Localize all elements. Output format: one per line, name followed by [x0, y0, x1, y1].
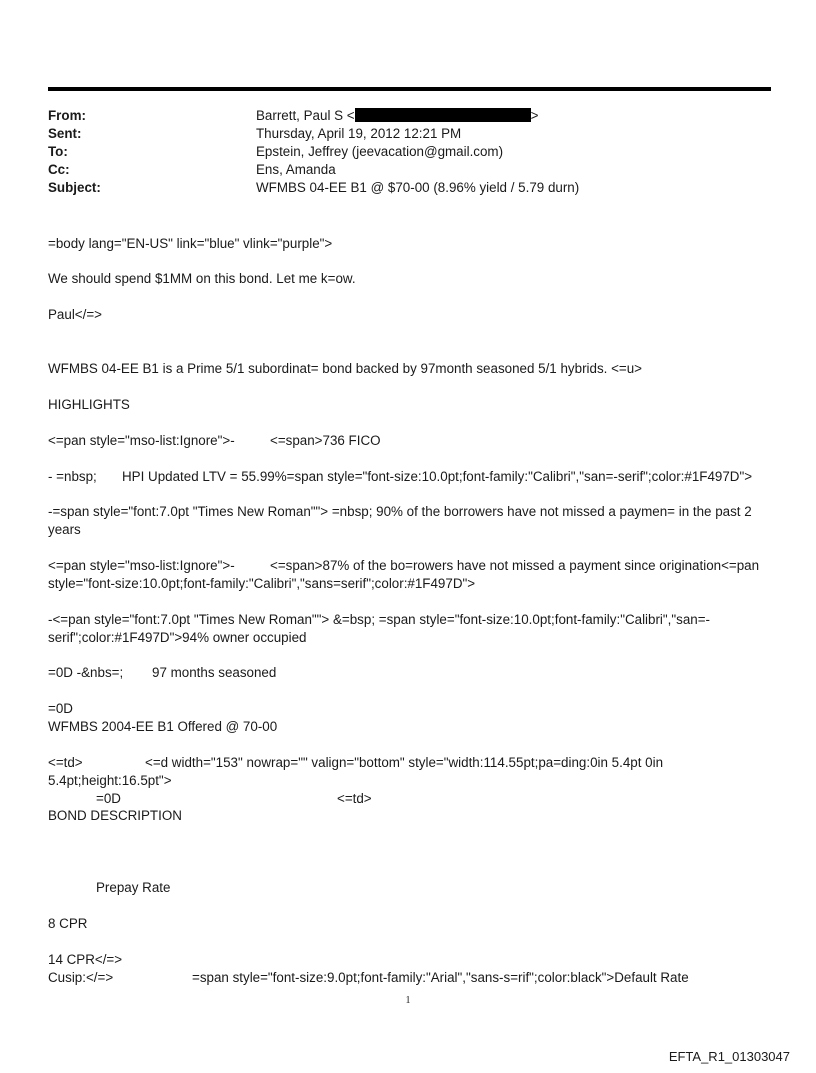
- body-line: <=td>: [48, 755, 83, 770]
- header-rule: [48, 87, 771, 91]
- body-line: BOND DESCRIPTION: [48, 808, 182, 823]
- subject-label: Subject:: [48, 180, 101, 195]
- redaction-bar: [355, 108, 531, 122]
- body-line: -<=pan style="font:7.0pt "Times New Roman""> &=bsp; =span style="font-size:10.0pt;font-family:"Calibri","san=-serif";color:#1F497D">94% owner occupied: [48, 612, 710, 645]
- sent-label: Sent:: [48, 126, 82, 141]
- body-line: <=pan style="mso-list:Ignore">-: [48, 558, 235, 573]
- from-value: [256, 107, 538, 125]
- from-name: Barrett, Paul S <: [256, 108, 355, 123]
- from-label: From:: [48, 108, 86, 123]
- body-line: - =nbsp;: [48, 469, 97, 484]
- body-line: 5.4pt;height:16.5pt">: [48, 773, 172, 788]
- page-number: 1: [405, 995, 411, 1006]
- body-line: =0D -&nbs=;: [48, 665, 124, 680]
- sent-value: Thursday, April 19, 2012 12:21 PM: [256, 126, 462, 141]
- body-line: 97 months seasoned: [152, 665, 277, 680]
- body-line: 8 CPR: [48, 916, 88, 931]
- cc-value: Ens, Amanda: [256, 162, 336, 177]
- body-line: We should spend $1MM on this bond. Let me k=ow.: [48, 271, 356, 286]
- to-label: To:: [48, 144, 68, 159]
- to-value: Epstein, Jeffrey (jeevacation@gmail.com): [256, 144, 504, 159]
- body-line: Cusip:</=>: [48, 970, 114, 985]
- body-line: <=span>87% of the bo=rowers have not missed a payment since origination<=pan style="font-size:10.0pt;font-family:"Calibri","sans=serif";color:#1F497D">: [48, 558, 760, 591]
- body-line: Prepay Rate: [96, 880, 171, 895]
- cc-label: Cc:: [48, 162, 70, 177]
- body-line: =span style="font-size:9.0pt;font-family:"Arial","sans-s=rif";color:black">Default Rate: [192, 970, 689, 985]
- body-line: WFMBS 04-EE B1 is a Prime 5/1 subordinat= bond backed by 97month seasoned 5/1 hybrids. <=u>: [48, 361, 642, 376]
- body-line: =body lang="EN-US" link="blue" vlink="purple">: [48, 236, 333, 251]
- body-line: <=pan style="mso-list:Ignore">-: [48, 433, 235, 448]
- body-line: =0D: [48, 701, 73, 716]
- body-line: WFMBS 2004-EE B1 Offered @ 70-00: [48, 719, 278, 734]
- body-line: HIGHLIGHTS: [48, 397, 130, 412]
- from-bracket: >: [530, 108, 539, 123]
- body-line: HPI Updated LTV = 55.99%=span style="font-size:10.0pt;font-family:"Calibri","san=-serif";color:#1F497D">: [122, 469, 753, 484]
- body-line: Paul</=>: [48, 307, 102, 322]
- body-line: 14 CPR</=>: [48, 952, 123, 967]
- body-line: <=d width="153" nowrap="" valign="bottom" style="width:114.55pt;pa=ding:0in 5.4pt 0in: [145, 755, 664, 770]
- bates-number: EFTA_R1_01303047: [668, 1049, 790, 1064]
- body-line: <=td>: [337, 791, 372, 806]
- body-line: -=span style="font:7.0pt "Times New Roman""> =nbsp; 90% of the borrowers have not missed a paymen= in the past 2 years: [48, 504, 752, 537]
- subject-value: WFMBS 04-EE B1 @ $70-00 (8.96% yield / 5.79 durn): [256, 180, 580, 195]
- body-line: =0D: [96, 791, 121, 806]
- body-line: <=span>736 FICO: [270, 433, 381, 448]
